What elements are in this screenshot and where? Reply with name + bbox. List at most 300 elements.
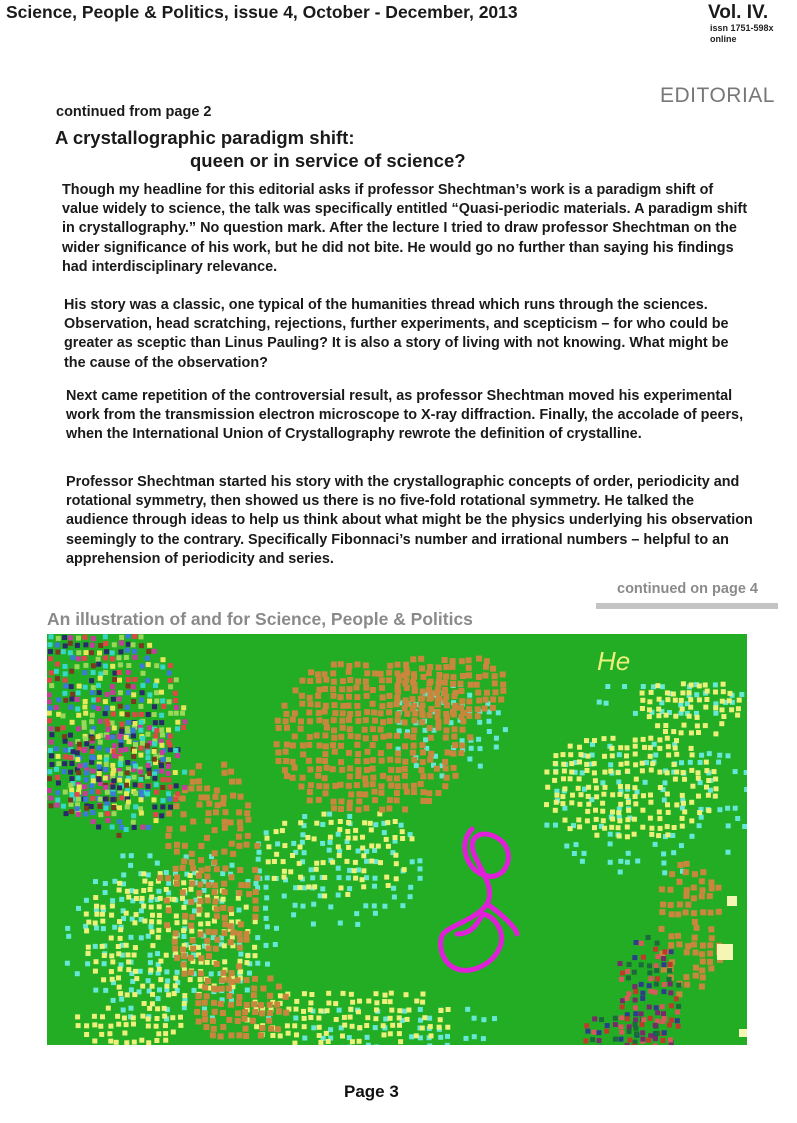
mosaic-dot bbox=[160, 665, 165, 670]
mosaic-dot bbox=[665, 832, 670, 837]
mosaic-dot bbox=[699, 815, 704, 820]
mosaic-dot bbox=[690, 752, 695, 757]
mosaic-dot bbox=[182, 971, 188, 977]
mosaic-dot bbox=[142, 879, 147, 884]
mosaic-dot bbox=[659, 909, 665, 915]
mosaic-dot bbox=[131, 820, 136, 825]
mosaic-dot bbox=[94, 912, 99, 917]
mosaic-dot bbox=[103, 634, 108, 639]
mosaic-dot bbox=[214, 866, 220, 872]
mosaic-dot bbox=[662, 798, 667, 803]
mosaic-dot bbox=[707, 959, 713, 965]
mosaic-dot bbox=[346, 845, 351, 850]
mosaic-dot bbox=[372, 789, 378, 795]
mosaic-dot bbox=[726, 823, 731, 828]
mosaic-dot bbox=[600, 780, 605, 785]
mosaic-dot bbox=[220, 1024, 226, 1030]
mosaic-dot bbox=[198, 867, 204, 873]
mosaic-dot bbox=[586, 785, 591, 790]
mosaic-dot bbox=[363, 662, 369, 668]
hand-written-he: He bbox=[597, 646, 631, 676]
mosaic-dot bbox=[236, 843, 242, 849]
mosaic-dot bbox=[698, 760, 703, 765]
mosaic-dot bbox=[619, 1030, 624, 1035]
mosaic-dot bbox=[247, 971, 252, 976]
mosaic-dot bbox=[190, 779, 196, 785]
mosaic-dot bbox=[115, 1014, 120, 1019]
mosaic-dot bbox=[418, 781, 424, 787]
mosaic-dot bbox=[75, 792, 80, 797]
mosaic-dot bbox=[205, 866, 211, 872]
mosaic-dot bbox=[129, 853, 134, 858]
mosaic-dot bbox=[92, 1014, 97, 1019]
mosaic-dot bbox=[105, 748, 110, 753]
mosaic-dot bbox=[212, 859, 218, 865]
mosaic-dot bbox=[160, 698, 165, 703]
mosaic-dot bbox=[147, 692, 152, 697]
mosaic-dot bbox=[298, 885, 303, 890]
mosaic-dot bbox=[168, 678, 173, 683]
mosaic-dot bbox=[397, 728, 402, 733]
mosaic-dot bbox=[198, 857, 204, 863]
mosaic-dot bbox=[265, 875, 270, 880]
mosaic-dot bbox=[83, 711, 88, 716]
mosaic-dot bbox=[577, 824, 582, 829]
mosaic-dot bbox=[633, 998, 638, 1003]
mosaic-dot bbox=[458, 705, 464, 711]
mosaic-dot bbox=[133, 742, 138, 747]
mosaic-dot bbox=[83, 812, 88, 817]
mosaic-dot bbox=[175, 726, 180, 731]
mosaic-dot bbox=[90, 690, 95, 695]
mosaic-dot bbox=[682, 777, 687, 782]
mosaic-dot bbox=[700, 959, 706, 965]
mosaic-dot bbox=[55, 727, 60, 732]
mosaic-dot bbox=[237, 931, 243, 937]
mosaic-dot bbox=[196, 778, 202, 784]
mosaic-dot bbox=[481, 1036, 486, 1041]
mosaic-dot bbox=[466, 713, 472, 719]
mosaic-dot bbox=[334, 1017, 339, 1022]
mosaic-dot bbox=[117, 881, 122, 886]
mosaic-dot bbox=[627, 962, 632, 967]
mosaic-dot bbox=[103, 988, 108, 993]
mosaic-dot bbox=[276, 758, 282, 764]
mosaic-dot bbox=[189, 770, 195, 776]
mosaic-dot bbox=[219, 986, 225, 992]
mosaic-dot bbox=[330, 742, 336, 748]
mosaic-dot bbox=[198, 931, 204, 937]
mosaic-dot bbox=[253, 889, 259, 895]
mosaic-dot bbox=[347, 805, 353, 811]
mosaic-dot bbox=[330, 686, 336, 692]
mosaic-dot bbox=[428, 690, 434, 696]
mosaic-dot bbox=[129, 1006, 134, 1011]
mosaic-dot bbox=[138, 806, 143, 811]
mosaic-dot bbox=[668, 887, 674, 893]
mosaic-dot bbox=[402, 743, 408, 749]
mosaic-dot bbox=[452, 690, 458, 696]
mosaic-dot bbox=[212, 827, 218, 833]
mosaic-dot bbox=[69, 788, 74, 793]
mosaic-dot bbox=[405, 1017, 410, 1022]
mosaic-dot bbox=[62, 734, 67, 739]
mosaic-dot bbox=[75, 697, 80, 702]
mosaic-dot bbox=[386, 693, 392, 699]
mosaic-dot bbox=[420, 759, 426, 765]
mosaic-dot bbox=[140, 984, 145, 989]
mosaic-dot bbox=[103, 797, 108, 802]
mosaic-dot bbox=[195, 1000, 201, 1006]
mosaic-dot bbox=[311, 902, 316, 907]
mosaic-dot bbox=[298, 726, 304, 732]
mosaic-dot bbox=[197, 898, 203, 904]
mosaic-dot bbox=[417, 858, 422, 863]
mosaic-dot bbox=[242, 1009, 248, 1015]
mosaic-dot bbox=[98, 1024, 103, 1029]
mosaic-dot bbox=[75, 750, 80, 755]
mosaic-dot bbox=[196, 1019, 202, 1025]
mosaic-dot bbox=[118, 704, 123, 709]
mosaic-dot bbox=[554, 800, 559, 805]
mosaic-dot bbox=[146, 755, 151, 760]
mosaic-dot bbox=[472, 1034, 477, 1039]
mosaic-dot bbox=[361, 853, 366, 858]
mosaic-dot bbox=[68, 705, 73, 710]
mosaic-dot bbox=[339, 686, 345, 692]
mosaic-dot bbox=[214, 787, 220, 793]
mosaic-dot bbox=[302, 850, 307, 855]
mosaic-dot bbox=[131, 1022, 136, 1027]
mosaic-dot bbox=[624, 761, 629, 766]
mosaic-dot bbox=[306, 710, 312, 716]
mosaic-dot bbox=[372, 735, 378, 741]
mosaic-dot bbox=[306, 758, 312, 764]
mosaic-dot bbox=[663, 780, 668, 785]
mosaic-dot bbox=[188, 899, 194, 905]
mosaic-dot bbox=[91, 636, 96, 641]
mosaic-dot bbox=[459, 658, 465, 664]
mosaic-dot bbox=[128, 863, 133, 868]
mosaic-dot bbox=[617, 752, 622, 757]
mosaic-dot bbox=[668, 902, 674, 908]
mosaic-dot bbox=[618, 870, 623, 875]
mosaic-dot bbox=[355, 758, 361, 764]
mosaic-dot bbox=[414, 763, 419, 768]
mosaic-dot bbox=[293, 903, 298, 908]
mosaic-dot bbox=[337, 849, 342, 854]
mosaic-dot bbox=[65, 926, 70, 931]
mosaic-dot bbox=[282, 843, 287, 848]
mosaic-dot bbox=[133, 889, 138, 894]
mosaic-dot bbox=[273, 942, 278, 947]
mosaic-dot bbox=[378, 671, 384, 677]
mosaic-dot bbox=[338, 921, 343, 926]
mosaic-dot bbox=[251, 1001, 257, 1007]
mosaic-dot bbox=[69, 761, 74, 766]
mosaic-dot bbox=[592, 761, 597, 766]
mosaic-dot bbox=[373, 1025, 378, 1030]
mosaic-dot bbox=[618, 961, 623, 966]
mosaic-dot bbox=[230, 851, 236, 857]
mosaic-dot bbox=[620, 998, 625, 1003]
mosaic-dot bbox=[85, 961, 90, 966]
mosaic-dot bbox=[395, 711, 401, 717]
mosaic-dot bbox=[164, 922, 170, 928]
mosaic-dot bbox=[110, 706, 115, 711]
mosaic-dot bbox=[354, 685, 360, 691]
mosaic-dot bbox=[265, 962, 270, 967]
mosaic-dot bbox=[434, 766, 440, 772]
mosaic-dot bbox=[132, 634, 137, 639]
mosaic-dot bbox=[133, 782, 138, 787]
mosaic-dot bbox=[467, 757, 472, 762]
mosaic-dot bbox=[316, 758, 322, 764]
mosaic-dot bbox=[54, 803, 59, 808]
mosaic-dot bbox=[420, 749, 426, 755]
mosaic-dot bbox=[205, 818, 211, 824]
mosaic-dot bbox=[654, 1005, 659, 1010]
mosaic-dot bbox=[399, 823, 404, 828]
mosaic-dot bbox=[620, 1004, 625, 1009]
mosaic-dot bbox=[212, 1009, 218, 1015]
mosaic-dot bbox=[420, 712, 426, 718]
mosaic-dot bbox=[625, 834, 630, 839]
mosaic-dot bbox=[386, 883, 391, 888]
page-number: Page 3 bbox=[344, 1082, 399, 1101]
mosaic-dot bbox=[291, 912, 296, 917]
mosaic-dot bbox=[402, 867, 407, 872]
mosaic-dot bbox=[126, 720, 131, 725]
mosaic-dot bbox=[487, 719, 492, 724]
issn-block bbox=[710, 23, 774, 45]
mosaic-dot bbox=[49, 732, 54, 737]
mosaic-dot bbox=[253, 919, 258, 924]
mosaic-dot bbox=[387, 797, 393, 803]
mosaic-dot bbox=[192, 988, 197, 993]
mosaic-dot bbox=[206, 801, 212, 807]
mosaic-dot bbox=[164, 969, 169, 974]
mosaic-dot bbox=[475, 690, 481, 696]
mosaic-dot bbox=[644, 760, 649, 765]
mosaic-dot bbox=[388, 1031, 393, 1036]
mosaic-dot bbox=[119, 635, 124, 640]
mosaic-dot bbox=[397, 1023, 402, 1028]
mosaic-dot bbox=[317, 1025, 322, 1030]
mosaic-dot bbox=[152, 712, 157, 717]
mosaic-dot bbox=[576, 786, 581, 791]
mosaic-dot bbox=[326, 1001, 331, 1006]
mosaic-dot bbox=[284, 773, 290, 779]
mosaic-dot bbox=[226, 977, 232, 983]
mosaic-dot bbox=[476, 674, 482, 680]
mosaic-dot bbox=[346, 717, 352, 723]
mosaic-dot bbox=[131, 728, 136, 733]
mosaic-dot bbox=[163, 1038, 168, 1043]
mosaic-dot bbox=[91, 819, 96, 824]
mosaic-dot bbox=[400, 829, 405, 834]
mosaic-dot bbox=[427, 696, 433, 702]
mosaic-dot bbox=[236, 809, 242, 815]
mosaic-dot bbox=[373, 911, 378, 916]
mosaic-dot bbox=[562, 806, 567, 811]
mosaic-dot bbox=[117, 805, 122, 810]
mosaic-dot bbox=[76, 812, 81, 817]
mosaic-dot bbox=[283, 994, 289, 1000]
mosaic-dot bbox=[138, 769, 143, 774]
mosaic-dot bbox=[229, 779, 235, 785]
mosaic-dot bbox=[391, 886, 396, 891]
mosaic-dot bbox=[673, 746, 678, 751]
mosaic-dot bbox=[110, 977, 115, 982]
mosaic-dot bbox=[739, 692, 744, 697]
mosaic-dot bbox=[378, 750, 384, 756]
mosaic-dot bbox=[323, 783, 329, 789]
mosaic-dot bbox=[196, 993, 202, 999]
mosaic-dot bbox=[633, 1017, 638, 1022]
mosaic-dot bbox=[709, 886, 715, 892]
mosaic-dot bbox=[251, 986, 257, 992]
mosaic-dot bbox=[355, 773, 361, 779]
mosaic-dot bbox=[254, 881, 259, 886]
mosaic-dot bbox=[294, 1032, 299, 1037]
mosaic-dot bbox=[639, 1022, 644, 1027]
mosaic-dot bbox=[265, 836, 270, 841]
mosaic-dot bbox=[317, 743, 323, 749]
mosaic-dot bbox=[721, 682, 726, 687]
mosaic-dot bbox=[275, 750, 281, 756]
mosaic-dot bbox=[167, 671, 172, 676]
mosaic-dot bbox=[118, 771, 123, 776]
mosaic-dot bbox=[109, 953, 114, 958]
mosaic-dot bbox=[348, 791, 354, 797]
mosaic-highlight bbox=[717, 944, 733, 960]
mosaic-dot bbox=[82, 720, 87, 725]
mosaic-dot bbox=[466, 698, 472, 704]
mosaic-dot bbox=[693, 965, 699, 971]
mosaic-dot bbox=[347, 726, 353, 732]
mosaic-dot bbox=[238, 882, 244, 888]
mosaic-dot bbox=[138, 753, 143, 758]
mosaic-dot bbox=[298, 820, 303, 825]
mosaic-dot bbox=[458, 681, 464, 687]
mosaic-dot bbox=[498, 697, 504, 703]
mosaic-dot bbox=[49, 796, 54, 801]
mosaic-dot bbox=[229, 874, 235, 880]
mosaic-dot bbox=[49, 726, 54, 731]
mosaic-dot bbox=[707, 942, 713, 948]
mosaic-dot bbox=[97, 690, 102, 695]
mosaic-dot bbox=[96, 697, 101, 702]
mosaic-dot bbox=[364, 693, 370, 699]
mosaic-dot bbox=[75, 1014, 80, 1019]
mosaic-dot bbox=[477, 720, 482, 725]
mosaic-dot bbox=[364, 1023, 369, 1028]
mosaic-dot bbox=[436, 665, 442, 671]
mosaic-dot bbox=[147, 771, 152, 776]
mosaic-dot bbox=[665, 697, 670, 702]
mosaic-dot bbox=[140, 683, 145, 688]
mosaic-dot bbox=[674, 770, 679, 775]
mosaic-dot bbox=[112, 879, 117, 884]
mosaic-dot bbox=[168, 711, 173, 716]
mosaic-dot bbox=[660, 1004, 665, 1009]
mosaic-dot bbox=[148, 853, 153, 858]
mosaic-dot bbox=[579, 792, 584, 797]
mosaic-dot bbox=[667, 968, 672, 973]
mosaic-dot bbox=[281, 859, 286, 864]
mosaic-dot bbox=[591, 1030, 596, 1035]
mosaic-dot bbox=[93, 921, 98, 926]
mosaic-dot bbox=[69, 809, 74, 814]
continued-on-link[interactable]: continued on page 4 bbox=[617, 581, 758, 597]
mosaic-dot bbox=[142, 1001, 147, 1006]
mosaic-dot bbox=[662, 1030, 667, 1035]
mosaic-dot bbox=[545, 785, 550, 790]
mosaic-dot bbox=[706, 808, 711, 813]
mosaic-dot bbox=[62, 635, 67, 640]
mosaic-dot bbox=[180, 889, 186, 895]
mosaic-dot bbox=[110, 797, 115, 802]
mosaic-dot bbox=[700, 887, 706, 893]
mosaic-dot bbox=[363, 735, 369, 741]
mosaic-dot bbox=[737, 698, 742, 703]
issn-number: issn 1751-598x bbox=[710, 23, 774, 33]
mosaic-dot bbox=[648, 816, 653, 821]
mosaic-dot bbox=[48, 706, 53, 711]
mosaic-dot bbox=[360, 877, 365, 882]
mosaic-dot bbox=[657, 697, 662, 702]
mosaic-dot bbox=[112, 743, 117, 748]
mosaic-dot bbox=[68, 770, 73, 775]
mosaic-dot bbox=[112, 726, 117, 731]
mosaic-dot bbox=[254, 1024, 259, 1029]
mosaic-dot bbox=[691, 942, 697, 948]
mosaic-dot bbox=[340, 710, 346, 716]
mosaic-dot bbox=[205, 913, 210, 918]
mosaic-dot bbox=[613, 1037, 618, 1042]
mosaic-dot bbox=[713, 690, 718, 695]
mosaic-dot bbox=[450, 658, 456, 664]
mosaic-dot bbox=[97, 651, 102, 656]
mosaic-dot bbox=[236, 896, 241, 901]
mosaic-dot bbox=[613, 1022, 618, 1027]
mosaic-dot bbox=[704, 760, 709, 765]
mosaic-dot bbox=[110, 664, 115, 669]
mosaic-dot bbox=[392, 895, 397, 900]
mosaic-dot bbox=[586, 754, 591, 759]
mosaic-dot bbox=[404, 666, 410, 672]
mosaic-dot bbox=[616, 780, 621, 785]
mosaic-dot bbox=[276, 984, 282, 990]
mosaic-dot bbox=[139, 746, 144, 751]
mosaic-dot bbox=[258, 1032, 264, 1038]
mosaic-dot bbox=[152, 772, 157, 777]
mosaic-dot bbox=[574, 842, 579, 847]
mosaic-dot bbox=[610, 753, 615, 758]
mosaic-dot bbox=[445, 1025, 450, 1030]
mosaic-dot bbox=[661, 1011, 666, 1016]
mosaic-dot bbox=[157, 919, 162, 924]
mosaic-dot bbox=[426, 790, 432, 796]
mosaic-dot bbox=[397, 1008, 402, 1013]
mosaic-dot bbox=[189, 851, 195, 857]
mosaic-dot bbox=[653, 1036, 658, 1041]
mosaic-dot bbox=[632, 984, 637, 989]
mosaic-dot bbox=[648, 754, 653, 759]
mosaic-dot bbox=[293, 1016, 298, 1021]
mosaic-dot bbox=[89, 804, 94, 809]
